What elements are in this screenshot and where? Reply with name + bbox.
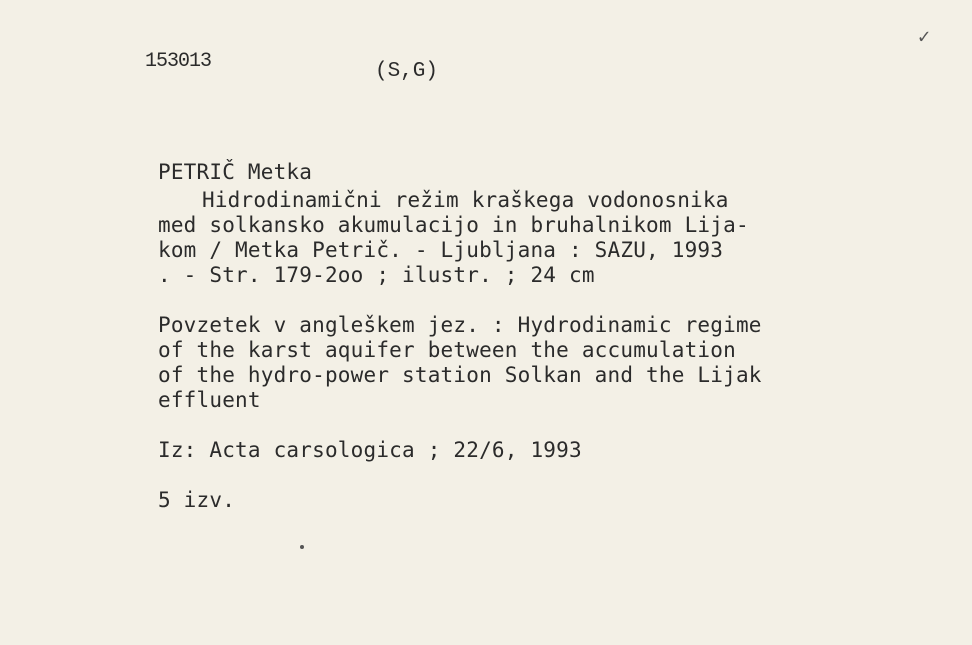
title-line-4: . - Str. 179-2oo ; ilustr. ; 24 cm (158, 263, 595, 287)
checkmark-icon: ✓ (918, 24, 931, 48)
collection-code: (S,G) (375, 60, 439, 83)
title-line-2: med solkansko akumulacijo in bruhalnikom Lija- (158, 213, 749, 237)
title-line-3: kom / Metka Petrič. - Ljubljana : SAZU, 1993 (158, 238, 724, 262)
summary-line-4: effluent (158, 388, 261, 412)
author-line: PETRIČ Metka (158, 160, 313, 184)
source-line: Iz: Acta carsologica ; 22/6, 1993 (158, 438, 582, 462)
title-line-1: Hidrodinamični režim kraškega vodonosnika (202, 188, 729, 212)
summary-line-2: of the karst aquifer between the accumulation (158, 338, 736, 362)
summary-line-3: of the hydro-power station Solkan and the Lijak (158, 363, 762, 387)
references-line: 5 izv. (158, 488, 236, 512)
ink-dot (300, 545, 304, 549)
summary-line-1: Povzetek v angleškem jez. : Hydrodinamic regime (158, 313, 762, 337)
accession-number: 153013 (145, 50, 212, 73)
